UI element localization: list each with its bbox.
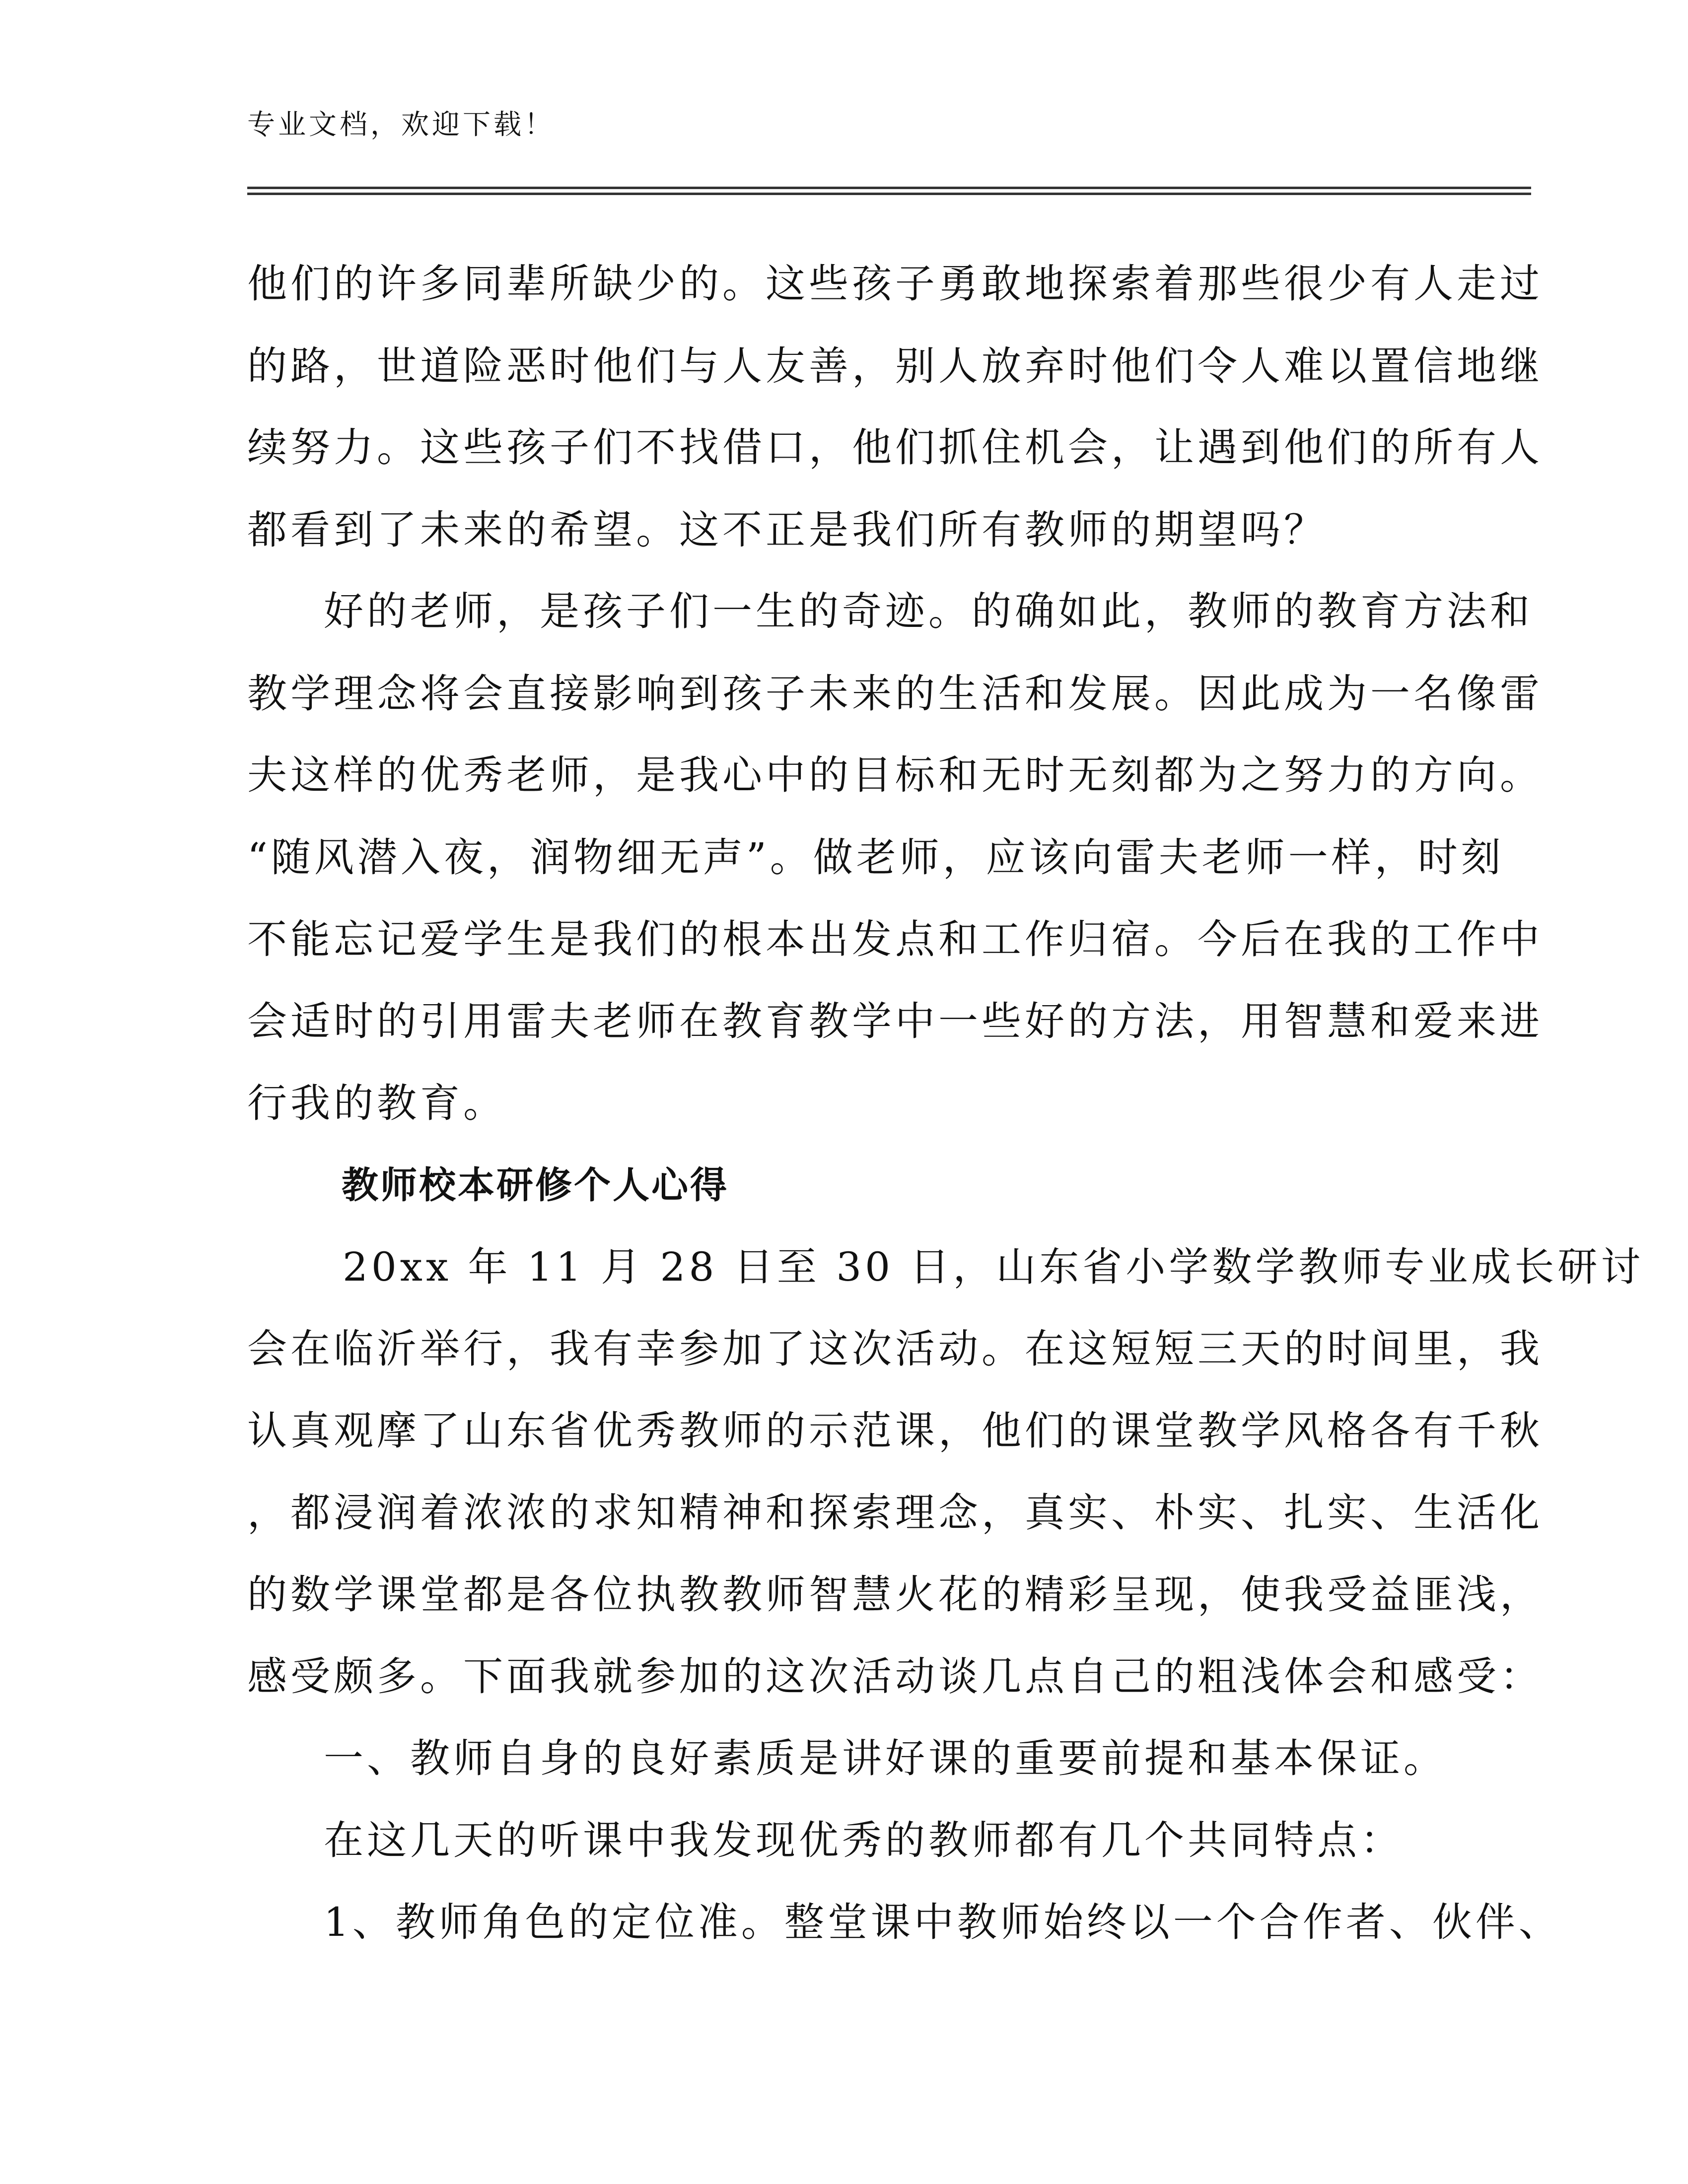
- header-rule-top: [247, 187, 1531, 189]
- text-line: 20xx 年 11 月 28 日至 30 日，山东省小学数学教师专业成长研讨: [343, 1244, 1644, 1290]
- text-line: 他们的许多同辈所缺少的。这些孩子勇敢地探索着那些很少有人走过: [247, 261, 1543, 307]
- text-line: 会适时的引用雷夫老师在教育教学中一些好的方法，用智慧和爱来进: [247, 998, 1543, 1044]
- text-line: 都看到了未来的希望。这不正是我们所有教师的期望吗？: [247, 507, 1327, 553]
- text-line: 的数学课堂都是各位执教教师智慧火花的精彩呈现，使我受益匪浅，: [247, 1571, 1543, 1618]
- text-line: 教学理念将会直接影响到孩子未来的生活和发展。因此成为一名像雷: [247, 671, 1543, 717]
- text-line: 一、教师自身的良好素质是讲好课的重要前提和基本保证。: [324, 1735, 1447, 1781]
- text-line: 夫这样的优秀老师，是我心中的目标和无时无刻都为之努力的方向。: [247, 752, 1543, 798]
- header-text: 专业文档，欢迎下载！: [247, 109, 555, 141]
- text-line: 续努力。这些孩子们不找借口，他们抓住机会，让遇到他们的所有人: [247, 424, 1543, 471]
- text-line: 感受颇多。下面我就参加的这次活动谈几点自己的粗浅体会和感受：: [247, 1653, 1543, 1700]
- section-heading: 教师校本研修个人心得: [342, 1164, 729, 1207]
- text-line: 好的老师，是孩子们一生的奇迹。的确如此，教师的教育方法和: [324, 588, 1533, 634]
- text-line: “随风潜入夜，润物细无声”。做老师，应该向雷夫老师一样，时刻: [247, 834, 1504, 881]
- text-line: ，都浸润着浓浓的求知精神和探索理念，真实、朴实、扎实、生活化: [247, 1490, 1543, 1536]
- text-line: 会在临沂举行，我有幸参加了这次活动。在这短短三天的时间里，我: [247, 1326, 1543, 1372]
- text-line: 不能忘记爱学生是我们的根本出发点和工作归宿。今后在我的工作中: [247, 916, 1543, 962]
- text-line: 1、教师角色的定位准。整堂课中教师始终以一个合作者、伙伴、: [324, 1899, 1562, 1945]
- text-line: 行我的教育。: [247, 1080, 506, 1126]
- text-line: 认真观摩了山东省优秀教师的示范课，他们的课堂教学风格各有千秋: [247, 1408, 1543, 1454]
- header-rule-bottom: [247, 193, 1531, 195]
- text-line: 在这几天的听课中我发现优秀的教师都有几个共同特点：: [324, 1817, 1404, 1863]
- text-line: 的路，世道险恶时他们与人友善，别人放弃时他们令人难以置信地继: [247, 343, 1543, 389]
